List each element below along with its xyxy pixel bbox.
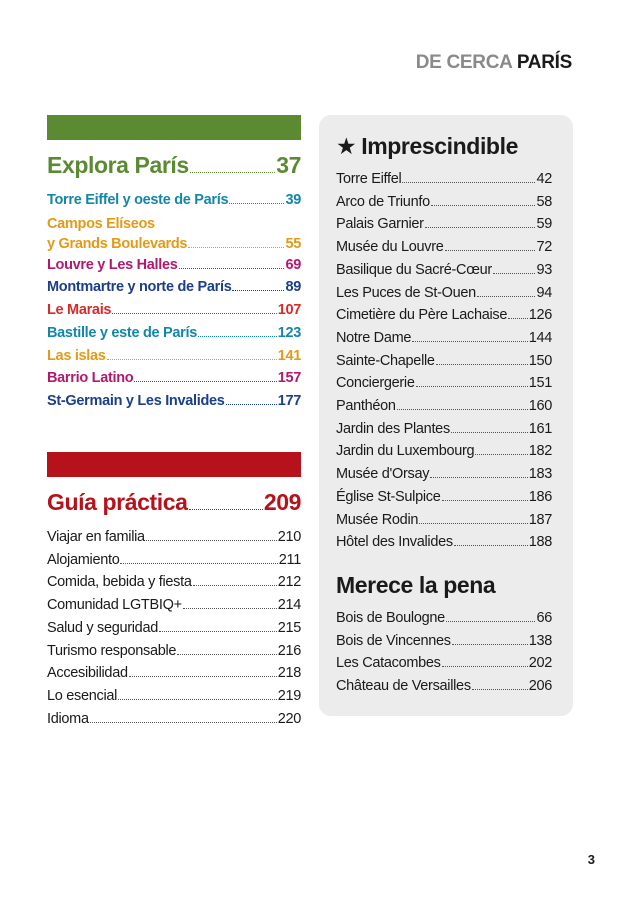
toc-item-label: Église St-Sulpice xyxy=(336,488,441,505)
explora-heading[interactable] xyxy=(47,152,301,179)
toc-item-page: 55 xyxy=(285,235,301,252)
page-number: 3 xyxy=(587,852,595,867)
toc-item-label: Comunidad LGTBIQ+ xyxy=(47,597,182,614)
guia-section xyxy=(47,452,301,730)
explora-title: Explora París xyxy=(47,152,189,178)
explora-page: 37 xyxy=(276,152,301,178)
toc-item-page: 69 xyxy=(285,256,301,273)
toc-item-page: 187 xyxy=(528,511,552,528)
toc-item-label: Bastille y este de París xyxy=(47,324,197,341)
leader-dots xyxy=(232,290,284,291)
explora-color-bar xyxy=(47,115,301,140)
toc-item-hotel-des-invalides[interactable] xyxy=(336,531,552,554)
explora-list xyxy=(47,189,301,413)
leader-dots xyxy=(107,359,277,360)
toc-item-page: 144 xyxy=(528,329,552,346)
toc-item-label: Conciergerie xyxy=(336,375,415,392)
leader-dots xyxy=(177,654,277,655)
toc-item-label: Jardin du Luxembourg xyxy=(336,443,475,460)
toc-item-label: Alojamiento xyxy=(47,551,120,568)
toc-item-label: Viajar en familia xyxy=(47,529,145,545)
guia-heading[interactable] xyxy=(47,489,301,516)
leader-dots xyxy=(120,563,277,564)
leader-dots xyxy=(146,540,277,541)
leader-dots xyxy=(477,296,536,297)
toc-item-lo-esencial[interactable] xyxy=(47,685,301,708)
toc-item-label: Torre Eiffel xyxy=(336,171,402,187)
toc-item-le-marais[interactable] xyxy=(47,299,301,322)
toc-item-torre-eiffel-oeste[interactable] xyxy=(47,189,301,212)
toc-item-les-catacombes[interactable] xyxy=(336,652,552,675)
leader-dots xyxy=(454,545,528,546)
toc-item-page: 94 xyxy=(536,284,552,301)
toc-item-label: Salud y seguridad xyxy=(47,619,158,636)
toc-item-page: 123 xyxy=(277,324,301,341)
toc-item-page: 107 xyxy=(277,302,301,319)
toc-item-label: Lo esencial xyxy=(47,687,118,704)
toc-item-sacre-coeur[interactable] xyxy=(336,259,552,282)
leader-dots xyxy=(493,273,536,274)
toc-item-page: 210 xyxy=(277,529,301,545)
toc-item-page: 39 xyxy=(285,192,301,208)
toc-item-page: 138 xyxy=(528,632,552,649)
toc-item-page: 66 xyxy=(536,609,552,626)
toc-item-page: 182 xyxy=(528,443,552,460)
toc-item-puces-st-ouen[interactable] xyxy=(336,282,552,305)
toc-item-page: 141 xyxy=(277,347,301,364)
toc-item-label: Musée Rodin xyxy=(336,511,419,528)
explora-section xyxy=(47,115,301,413)
merece-heading xyxy=(336,572,552,599)
toc-item-page: 216 xyxy=(277,642,301,659)
toc-item-page: 151 xyxy=(528,375,552,392)
leader-dots xyxy=(436,364,528,365)
leader-dots xyxy=(129,676,277,677)
toc-item-eglise-st-sulpice[interactable] xyxy=(336,486,552,509)
imprescindible-list xyxy=(336,168,552,554)
toc-item-bois-de-boulogne[interactable] xyxy=(336,607,552,630)
leader-dots xyxy=(188,247,284,248)
toc-item-page: 188 xyxy=(528,534,552,551)
toc-item-label: Les Catacombes xyxy=(336,655,441,672)
toc-item-page: 160 xyxy=(528,398,552,415)
toc-item-bois-de-vincennes[interactable] xyxy=(336,630,552,653)
guia-title: Guía práctica xyxy=(47,489,188,515)
leader-dots xyxy=(442,500,528,501)
toc-item-conciergerie[interactable] xyxy=(336,372,552,395)
leader-dots xyxy=(118,699,277,700)
toc-item-comida-bebida-fiesta[interactable] xyxy=(47,571,301,594)
toc-item-page: 157 xyxy=(277,370,301,387)
toc-item-label: Musée d'Orsay xyxy=(336,466,430,483)
toc-item-comunidad-lgtbiq[interactable] xyxy=(47,594,301,617)
toc-item-st-germain[interactable] xyxy=(47,390,301,413)
leader-dots xyxy=(402,182,535,183)
toc-item-label: Musée du Louvre xyxy=(336,239,444,256)
leader-dots xyxy=(183,608,277,609)
toc-item-page: 42 xyxy=(536,171,552,187)
toc-item-pantheon[interactable] xyxy=(336,395,552,418)
toc-item-musee-du-louvre[interactable] xyxy=(336,236,552,259)
toc-item-accesibilidad[interactable] xyxy=(47,662,301,685)
leader-dots xyxy=(179,268,285,269)
toc-item-campos-eliseos[interactable] xyxy=(47,234,301,254)
toc-item-page: 183 xyxy=(528,466,552,483)
leader-dots xyxy=(189,509,263,510)
leader-dots xyxy=(472,689,528,690)
guia-list xyxy=(47,526,301,730)
toc-item-label: St-Germain y Les Invalides xyxy=(47,392,225,409)
toc-item-montmartre[interactable] xyxy=(47,276,301,299)
leader-dots xyxy=(397,409,528,410)
toc-item-label: Accesibilidad xyxy=(47,665,128,682)
toc-item-pere-lachaise[interactable] xyxy=(336,304,552,327)
toc-item-turismo-responsable[interactable] xyxy=(47,640,301,663)
toc-item-page: 214 xyxy=(277,597,301,614)
leader-dots xyxy=(226,404,277,405)
imprescindible-heading xyxy=(336,133,552,160)
imprescindible-title: Imprescindible xyxy=(361,133,518,159)
toc-item-label: Las islas xyxy=(47,347,106,364)
leader-dots xyxy=(134,381,276,382)
toc-item-page: 161 xyxy=(528,420,552,437)
guia-color-bar xyxy=(47,452,301,477)
star-icon: ★ xyxy=(336,133,357,159)
leader-dots xyxy=(451,432,528,433)
toc-item-label: Cimetière du Père Lachaise xyxy=(336,307,508,324)
toc-item-label: Jardin des Plantes xyxy=(336,420,450,437)
toc-item-label: Bois de Vincennes xyxy=(336,632,451,649)
toc-item-page: 93 xyxy=(536,261,552,278)
toc-item-page: 211 xyxy=(278,551,301,568)
leader-dots xyxy=(412,341,528,342)
toc-item-viajar-en-familia[interactable] xyxy=(47,526,301,549)
toc-item-jardin-du-luxembourg[interactable] xyxy=(336,440,552,463)
merece-title: Merece la pena xyxy=(336,571,496,598)
toc-item-page: 150 xyxy=(528,352,552,369)
running-head-city: PARÍS xyxy=(516,52,572,73)
leader-dots xyxy=(452,644,528,645)
leader-dots xyxy=(90,722,277,723)
leader-dots xyxy=(198,336,277,337)
toc-item-page: 59 xyxy=(536,216,552,233)
toc-item-louvre-les-halles[interactable] xyxy=(47,254,301,277)
imprescindible-section xyxy=(336,133,552,698)
leader-dots xyxy=(508,318,528,319)
leader-dots xyxy=(446,621,536,622)
toc-item-musee-rodin[interactable] xyxy=(336,509,552,532)
toc-item-page: 219 xyxy=(277,687,301,704)
toc-item-bastille[interactable] xyxy=(47,322,301,345)
leader-dots xyxy=(190,172,275,173)
toc-item-label: Sainte-Chapelle xyxy=(336,352,435,369)
toc-item-page: 202 xyxy=(528,655,552,672)
toc-item-label: Torre Eiffel y oeste de París xyxy=(47,192,229,208)
toc-item-page: 58 xyxy=(536,193,552,210)
toc-item-torre-eiffel[interactable] xyxy=(336,168,552,191)
leader-dots xyxy=(445,250,536,251)
running-head xyxy=(416,52,572,74)
toc-item-page: 218 xyxy=(277,665,301,682)
leader-dots xyxy=(442,666,528,667)
leader-dots xyxy=(229,203,284,204)
leader-dots xyxy=(475,454,527,455)
guia-page: 209 xyxy=(263,489,301,515)
toc-item-page: 186 xyxy=(528,488,552,505)
leader-dots xyxy=(419,523,528,524)
toc-item-label: Barrio Latino xyxy=(47,370,134,387)
toc-item-label: Hôtel des Invalides xyxy=(336,534,453,551)
merece-list xyxy=(336,607,552,698)
leader-dots xyxy=(416,386,528,387)
toc-item-label: Idioma xyxy=(47,710,89,727)
leader-dots xyxy=(431,205,536,206)
toc-item-page: 89 xyxy=(285,279,301,296)
toc-item-page: 177 xyxy=(277,392,301,409)
toc-item-label: Louvre y Les Halles xyxy=(47,256,178,273)
toc-item-notre-dame[interactable] xyxy=(336,327,552,350)
toc-item-arco-de-triunfo[interactable] xyxy=(336,191,552,214)
toc-item-page: 212 xyxy=(277,574,301,591)
highlights-panel xyxy=(319,115,573,716)
toc-item-palais-garnier[interactable] xyxy=(336,213,552,236)
toc-item-idioma[interactable] xyxy=(47,708,301,731)
toc-item-label: Château de Versailles xyxy=(336,678,471,695)
toc-item-label: Arco de Triunfo xyxy=(336,193,430,210)
toc-item-salud-seguridad[interactable] xyxy=(47,617,301,640)
toc-item-label: Turismo responsable xyxy=(47,642,177,659)
toc-item-page: 206 xyxy=(528,678,552,695)
toc-item-sainte-chapelle[interactable] xyxy=(336,350,552,373)
leader-dots xyxy=(430,477,528,478)
toc-item-page: 220 xyxy=(277,710,301,727)
leader-dots xyxy=(112,313,277,314)
toc-item-label: Le Marais xyxy=(47,302,112,319)
leader-dots xyxy=(193,585,277,586)
toc-item-label: y Grands Boulevards xyxy=(47,235,188,252)
toc-item-jardin-des-plantes[interactable] xyxy=(336,418,552,441)
leader-dots xyxy=(425,227,536,228)
leader-dots xyxy=(159,631,277,632)
toc-item-barrio-latino[interactable] xyxy=(47,367,301,390)
toc-item-label: Notre Dame xyxy=(336,329,412,346)
toc-item-campos-eliseos-line1[interactable] xyxy=(47,214,301,234)
toc-item-chateau-de-versailles[interactable] xyxy=(336,675,552,698)
toc-item-las-islas[interactable] xyxy=(47,345,301,368)
toc-item-label: Montmartre y norte de París xyxy=(47,279,232,296)
toc-item-musee-d-orsay[interactable] xyxy=(336,463,552,486)
toc-item-label: Palais Garnier xyxy=(336,216,424,233)
toc-item-label: Bois de Boulogne xyxy=(336,609,445,626)
running-head-section: DE CERCA xyxy=(415,52,512,73)
toc-item-label: Les Puces de St-Ouen xyxy=(336,284,476,301)
toc-item-label: Campos Elíseos xyxy=(47,215,155,232)
toc-item-page: 72 xyxy=(536,239,552,256)
toc-item-label: Basilique du Sacré-Cœur xyxy=(336,261,492,278)
toc-item-alojamiento[interactable] xyxy=(47,549,301,572)
toc-item-page: 126 xyxy=(528,307,552,324)
toc-item-label: Panthéon xyxy=(336,398,396,415)
toc-item-page: 215 xyxy=(277,619,301,636)
toc-item-label: Comida, bebida y fiesta xyxy=(47,574,192,591)
